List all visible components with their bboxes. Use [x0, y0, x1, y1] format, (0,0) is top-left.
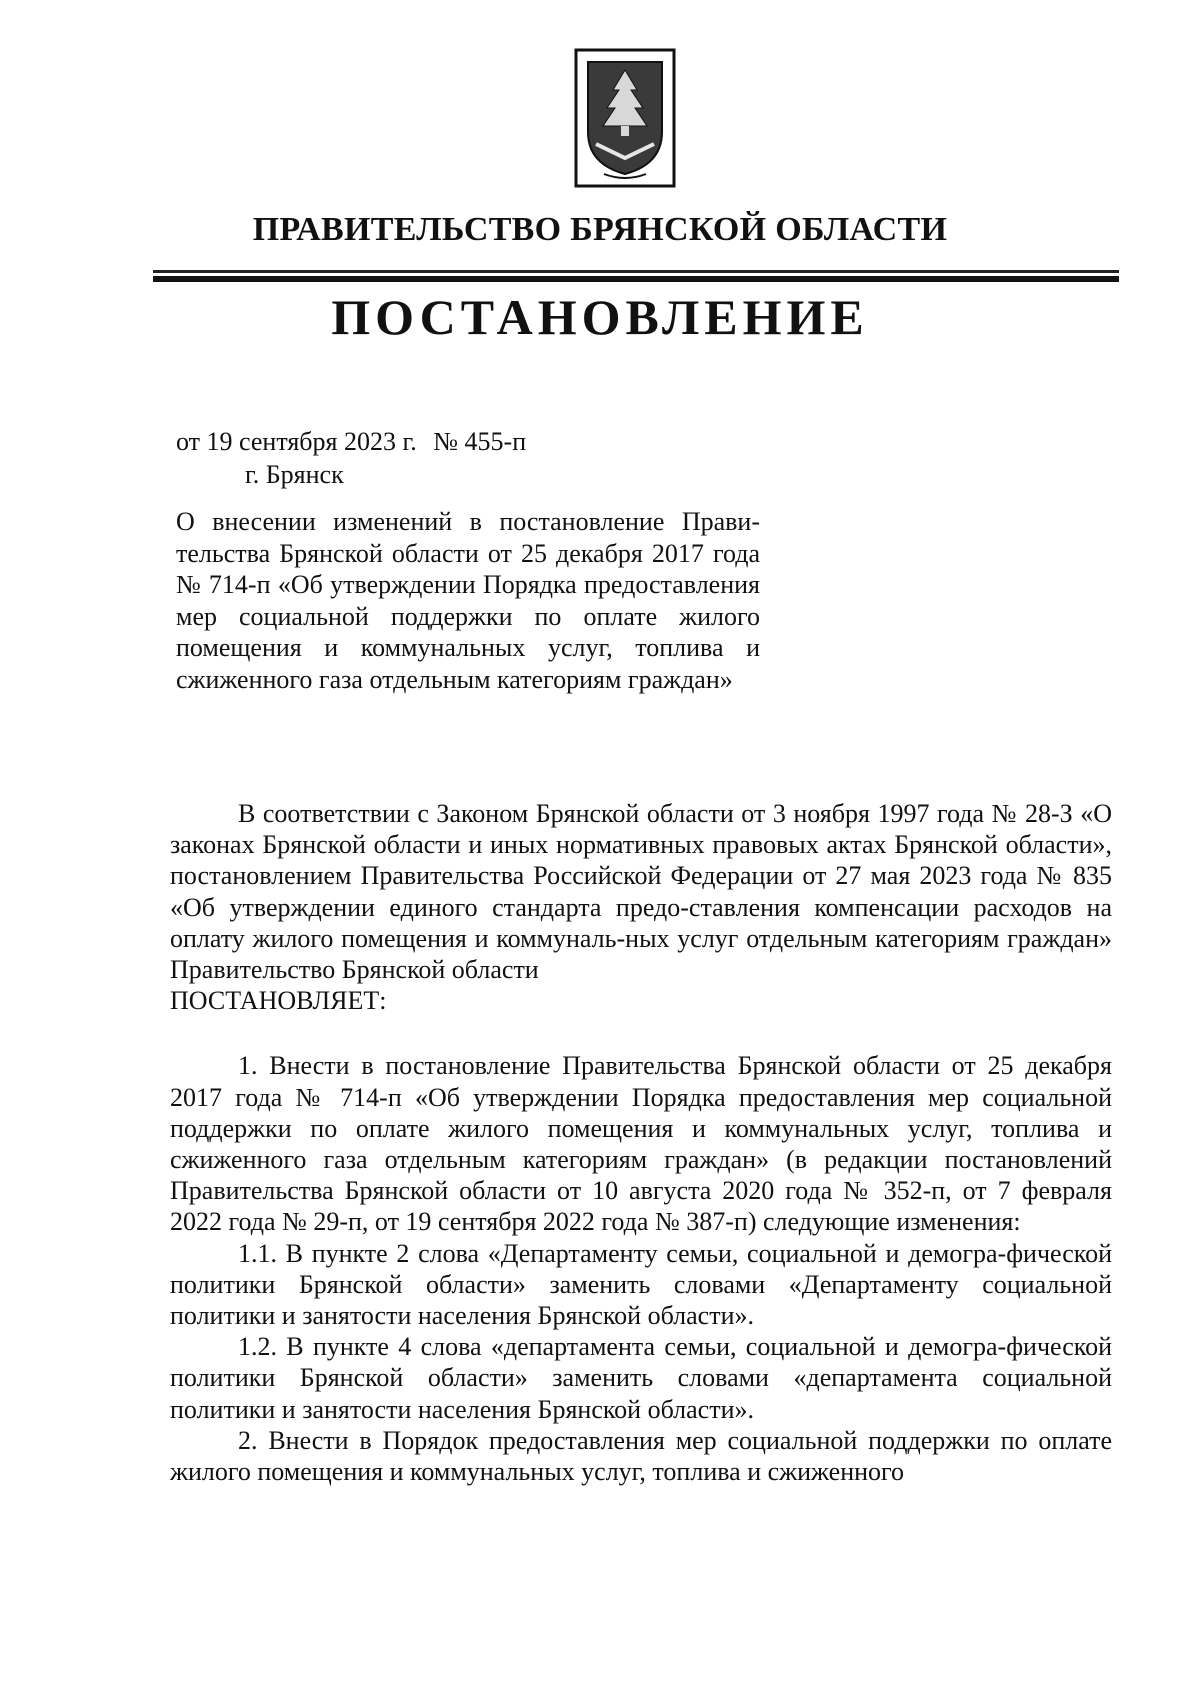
clause-2: 2. Внести в Порядок предоставления мер социальной поддержки по оплате жилого помещения и коммунальных услуг, топлива и сжиженного [170, 1425, 1112, 1487]
organization-title: ПРАВИТЕЛЬСТВО БРЯНСКОЙ ОБЛАСТИ [252, 211, 948, 248]
document-number: № 455-п [433, 427, 527, 456]
resolves-label: ПОСТАНОВЛЯЕТ: [170, 986, 387, 1016]
document-subject: О внесении изменений в постановление Прави-тельства Брянской области от 25 декабря 2017 года № 714-п «Об утверждении Порядка предоставления мер социальной поддержки по оплате жилого помещения и коммунальных услуг, топлива и сжиженного газа отдельным категориям граждан» [176, 507, 760, 694]
preamble-paragraph: В соответствии с Законом Брянской области от 3 ноября 1997 года № 28-З «О законах Брянской области и иных нормативных правовых актах Брянской области», постановлением Правительства Российской Федерации от 27 мая 2023 года № 835 «Об утверждении единого стандарта предо-ставления компенсации расходов на оплату жилого помещения и коммуналь-ных услуг отдельным категориям граждан» Правительство Брянской области [170, 799, 1112, 985]
clause-1: 1. Внести в постановление Правительства Брянской области от 25 декабря 2017 года № 714-п «Об утверждении Порядка предоставления мер социальной поддержки по оплате жилого помещения и коммунальных услуг, топлива и сжиженного газа отдельным категориям граждан» (в редакции постановлений Правительства Брянской области от 10 августа 2020 года № 352-п, от 7 февраля 2022 года № 29-п, от 19 сентября 2022 года № 387-п) следующие изменения: [170, 1051, 1112, 1237]
clause-1-1: 1.1. В пункте 2 слова «Департаменту семьи, социальной и демогра-фической политики Брянской области» заменить словами «Департаменту социальной политики и занятости населения Брянской области». [170, 1238, 1112, 1331]
clause-1-2: 1.2. В пункте 4 слова «департамента семьи, социальной и демогра-фической политики Брянской области» заменить словами «департамента социальной политики и занятости населения Брянской области». [170, 1332, 1112, 1424]
header-divider-thick [153, 276, 1119, 282]
document-city: г. Брянск [245, 460, 344, 489]
coat-of-arms-icon [574, 48, 676, 188]
document-body [170, 798, 1112, 1487]
date-line [176, 427, 536, 457]
header-divider-thin [153, 270, 1119, 273]
document-type-title: ПОСТАНОВЛЕНИЕ [331, 289, 869, 345]
document-date: от 19 сентября 2023 г. [176, 427, 417, 456]
